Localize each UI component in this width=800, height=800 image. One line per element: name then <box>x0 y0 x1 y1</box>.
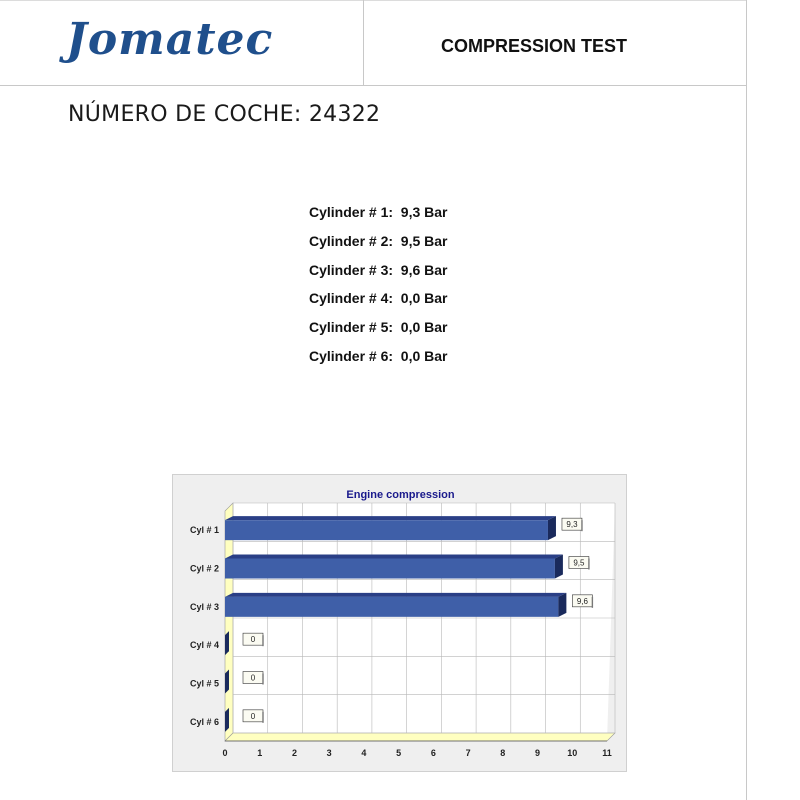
y-category-label: Cyl # 6 <box>189 716 219 727</box>
header <box>0 0 747 86</box>
bar-top-face <box>225 593 566 597</box>
x-tick-label: 1 <box>257 748 263 758</box>
chart-svg <box>173 475 628 773</box>
bar-front-face <box>225 520 548 540</box>
x-tick-label: 9 <box>535 748 541 758</box>
cylinder-reading-2: Cylinder # 2: 9,5 Bar <box>309 232 448 249</box>
x-tick-label: 2 <box>291 748 297 758</box>
document-title: COMPRESSION TEST <box>440 36 628 56</box>
page-right-border <box>746 85 747 800</box>
y-category-label: Cyl # 5 <box>189 678 219 689</box>
cylinder-reading-5: Cylinder # 5: 0,0 Bar <box>309 319 448 336</box>
x-tick-label: 10 <box>567 748 578 758</box>
x-tick-label: 6 <box>430 748 436 758</box>
x-tick-label: 5 <box>396 748 402 758</box>
data-label: 9,5 <box>573 558 585 568</box>
bar-zero-sliver <box>225 670 229 694</box>
y-category-label: Cyl # 1 <box>189 525 219 536</box>
car-number-label: NÚMERO DE COCHE: 24322 <box>68 102 381 127</box>
bar-top-face <box>225 516 556 520</box>
bar-side-face <box>555 555 563 579</box>
chart-title: Engine compression <box>346 489 455 501</box>
bar-side-face <box>548 516 556 540</box>
data-label: 9,6 <box>576 596 588 606</box>
data-label: 0 <box>250 635 256 645</box>
x-tick-label: 11 <box>602 748 612 758</box>
y-category-label: Cyl # 4 <box>189 640 219 651</box>
y-category-label: Cyl # 3 <box>189 601 219 612</box>
bar-side-face <box>558 593 566 617</box>
x-tick-label: 3 <box>326 748 332 758</box>
bar-front-face <box>225 559 555 579</box>
plot-floor <box>225 733 615 741</box>
bar-front-face <box>225 597 558 617</box>
cylinder-reading-1: Cylinder # 1: 9,3 Bar <box>309 204 448 220</box>
x-tick-label: 8 <box>500 748 506 758</box>
bar-zero-sliver <box>225 708 229 732</box>
jomatec-logo: Jomatec <box>66 14 274 65</box>
bar-top-face <box>225 555 563 559</box>
x-tick-label: 0 <box>222 748 228 758</box>
bar-zero-sliver <box>225 631 229 655</box>
x-tick-label: 4 <box>361 748 367 758</box>
cylinder-reading-6: Cylinder # 6: 0,0 Bar <box>309 347 448 364</box>
data-label: 0 <box>250 711 256 721</box>
cylinder-reading-4: Cylinder # 4: 0,0 Bar <box>309 290 448 307</box>
y-category-label: Cyl # 2 <box>189 563 219 574</box>
x-tick-label: 7 <box>465 748 471 758</box>
data-label: 0 <box>250 673 256 683</box>
cylinder-reading-3: Cylinder # 3: 9,6 Bar <box>309 261 448 278</box>
engine-compression-chart <box>172 474 627 772</box>
data-label: 9,3 <box>566 520 578 530</box>
cylinder-readings-list <box>309 202 448 375</box>
